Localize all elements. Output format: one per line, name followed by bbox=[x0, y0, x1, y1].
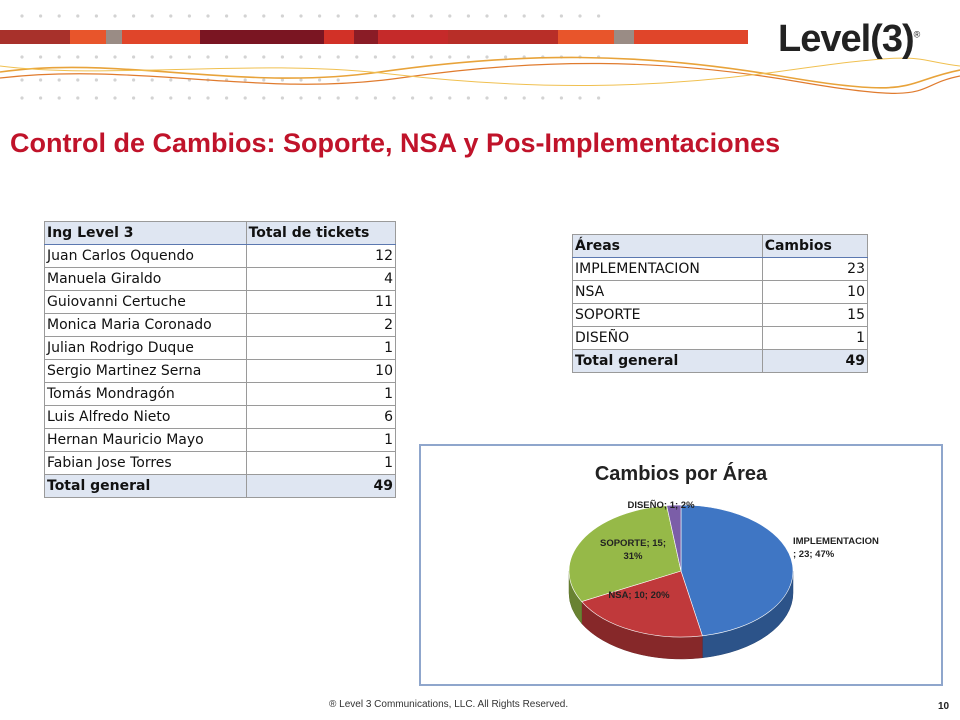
engineer-row bbox=[45, 383, 396, 406]
total-value: 49 bbox=[762, 350, 867, 373]
cell-name: NSA bbox=[573, 281, 763, 304]
cell-value: 15 bbox=[762, 304, 867, 327]
pie-chart-frame bbox=[419, 444, 943, 686]
cell-value: 2 bbox=[246, 314, 395, 337]
total-label: Total general bbox=[45, 475, 247, 498]
col-header-tickets: Total de tickets bbox=[246, 222, 395, 245]
engineer-row bbox=[45, 245, 396, 268]
areas-table bbox=[572, 234, 868, 373]
pie-label-nsa: NSA; 10; 20% bbox=[608, 590, 670, 601]
cell-value: 1 bbox=[246, 337, 395, 360]
cell-value: 12 bbox=[246, 245, 395, 268]
slide-header bbox=[0, 0, 960, 110]
total-row bbox=[45, 475, 396, 498]
engineer-row bbox=[45, 337, 396, 360]
page-number: 10 bbox=[938, 701, 950, 712]
cell-value: 1 bbox=[762, 327, 867, 350]
cell-name: Monica Maria Coronado bbox=[45, 314, 247, 337]
total-label: Total general bbox=[573, 350, 763, 373]
pie-label-implementacion: IMPLEMENTACION ; 23; 47% bbox=[793, 536, 879, 560]
cell-name: Manuela Giraldo bbox=[45, 268, 247, 291]
cell-name: DISEÑO bbox=[573, 327, 763, 350]
engineer-row bbox=[45, 360, 396, 383]
cell-name: IMPLEMENTACION bbox=[573, 258, 763, 281]
copyright-footer: ® Level 3 Communications, LLC. All Rights Reserved. bbox=[329, 699, 569, 710]
area-row bbox=[573, 281, 868, 304]
col-header-changes: Cambios bbox=[762, 235, 867, 258]
engineer-row bbox=[45, 314, 396, 337]
area-row bbox=[573, 327, 868, 350]
cell-name: Tomás Mondragón bbox=[45, 383, 247, 406]
chart-title: Cambios por Área bbox=[594, 463, 768, 485]
cell-name: Hernan Mauricio Mayo bbox=[45, 429, 247, 452]
engineer-row bbox=[45, 406, 396, 429]
cell-value: 10 bbox=[246, 360, 395, 383]
cell-name: Julian Rodrigo Duque bbox=[45, 337, 247, 360]
pie-label-diseño: DISEÑO; 1; 2% bbox=[627, 500, 695, 511]
cell-value: 11 bbox=[246, 291, 395, 314]
level3-logo: Level(3)® bbox=[778, 18, 920, 60]
cell-name: Fabian Jose Torres bbox=[45, 452, 247, 475]
engineer-row bbox=[45, 291, 396, 314]
cell-name: SOPORTE bbox=[573, 304, 763, 327]
cell-value: 1 bbox=[246, 383, 395, 406]
cell-value: 4 bbox=[246, 268, 395, 291]
cell-value: 1 bbox=[246, 429, 395, 452]
engineer-row bbox=[45, 268, 396, 291]
col-header-area: Áreas bbox=[573, 235, 763, 258]
cell-name: Guiovanni Certuche bbox=[45, 291, 247, 314]
cell-value: 10 bbox=[762, 281, 867, 304]
col-header-engineer: Ing Level 3 bbox=[45, 222, 247, 245]
pie-label-soporte: SOPORTE; 15; 31% bbox=[600, 538, 666, 562]
total-value: 49 bbox=[246, 475, 395, 498]
slide-title: Control de Cambios: Soporte, NSA y Pos-Implementaciones bbox=[10, 128, 781, 158]
cell-name: Luis Alfredo Nieto bbox=[45, 406, 247, 429]
engineers-table bbox=[44, 221, 396, 498]
cell-name: Sergio Martinez Serna bbox=[45, 360, 247, 383]
cell-value: 23 bbox=[762, 258, 867, 281]
area-row bbox=[573, 304, 868, 327]
cell-value: 1 bbox=[246, 452, 395, 475]
cell-value: 6 bbox=[246, 406, 395, 429]
engineer-row bbox=[45, 452, 396, 475]
area-row bbox=[573, 258, 868, 281]
cell-name: Juan Carlos Oquendo bbox=[45, 245, 247, 268]
engineer-row bbox=[45, 429, 396, 452]
total-row bbox=[573, 350, 868, 373]
pie-chart bbox=[421, 446, 941, 684]
